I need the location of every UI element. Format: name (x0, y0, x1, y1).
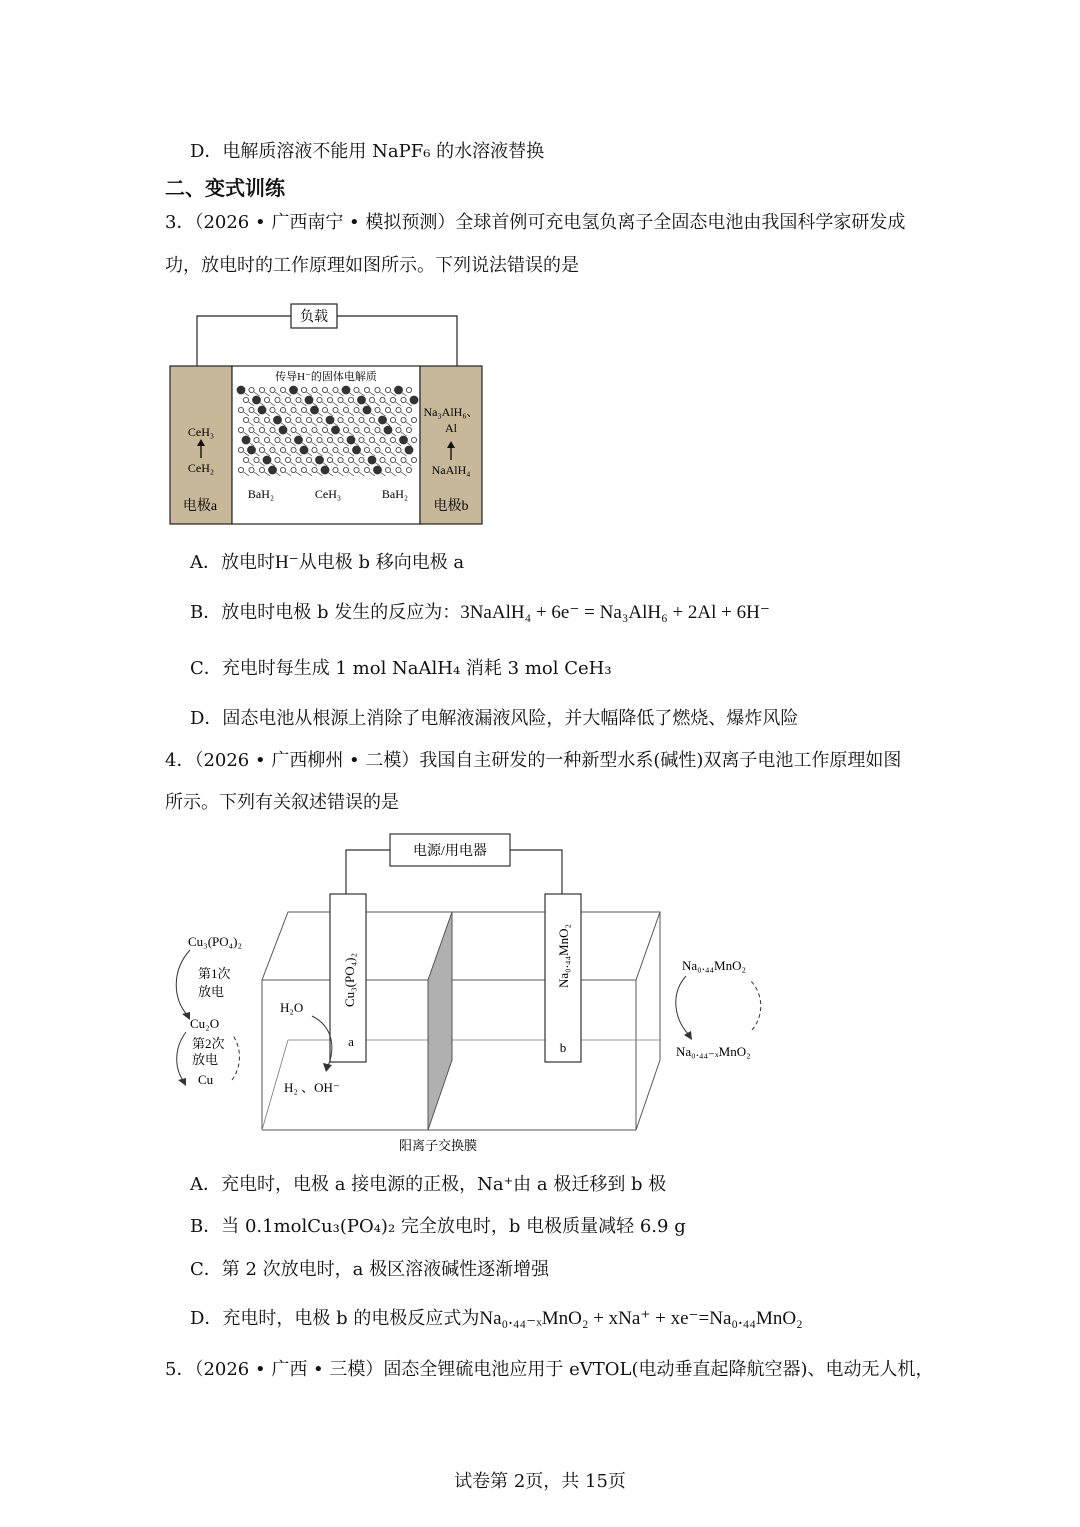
lattice-atom (254, 457, 259, 462)
lattice-atom (411, 437, 416, 442)
lattice-atom (300, 446, 308, 454)
lattice-atom (411, 457, 416, 462)
right-cycle-top: Na₀.₄₄MnO₂ (682, 958, 746, 973)
lattice-atom (275, 437, 280, 442)
lattice-atom (342, 386, 350, 394)
cycle-bottom: Cu (198, 1072, 214, 1087)
lattice-atom (275, 457, 280, 462)
lattice-atom (254, 417, 259, 422)
lattice-atom (259, 467, 264, 472)
lattice-atom (348, 417, 353, 422)
lattice-atom (263, 456, 271, 464)
lattice-atom (322, 427, 327, 432)
lattice-atom (322, 447, 327, 452)
lattice-atom (364, 467, 369, 472)
lattice-atom (317, 417, 322, 422)
lattice-atom (291, 467, 296, 472)
lattice-atom (280, 467, 285, 472)
lattice-atom (401, 397, 406, 402)
lattice-atom (238, 447, 243, 452)
lattice-atom (264, 437, 269, 442)
products-label: H₂ 、OH⁻ (284, 1080, 340, 1095)
q3-stem-line1: 3．（2026 • 广西南宁 • 模拟预测）全球首例可充电氢负离子全固态电池由我国科学家研发成 (165, 212, 906, 233)
bah2-left: BaH₂ (247, 487, 275, 501)
lattice-atom (380, 437, 385, 442)
lattice-atom (317, 437, 322, 442)
lattice-atom (311, 406, 319, 414)
lattice-atom (379, 416, 387, 424)
lattice-atom (396, 427, 401, 432)
lattice-atom (353, 446, 361, 454)
lattice-atom (306, 417, 311, 422)
lattice-atom (395, 386, 403, 394)
q2-option-d: D．电解质溶液不能用 NaPF₆ 的水溶液替换 (190, 141, 545, 162)
lattice-atom (305, 396, 313, 404)
lattice-atom (384, 426, 392, 434)
lattice-atom (238, 407, 243, 412)
lattice-atom (259, 387, 264, 392)
lattice-atom (291, 447, 296, 452)
lattice-atom (405, 446, 413, 454)
left-bottom: CeH₂ (187, 461, 215, 475)
q3-option-c: C．充电时每生成 1 mol NaAlH₄ 消耗 3 mol CeH₃ (190, 658, 612, 679)
lattice-atom (285, 397, 290, 402)
q4-option-a: A．充电时，电极 a 接电源的正极，Na⁺由 a 极迁移到 b 极 (190, 1174, 667, 1195)
load-label: 负载 (300, 310, 328, 325)
lattice-atom (338, 417, 343, 422)
lattice-atom (254, 437, 259, 442)
lattice-atom (279, 426, 287, 434)
electrode-b-material: Na₀.₄₄MnO₂ (556, 924, 571, 988)
lattice-atom (327, 457, 332, 462)
lattice-atom (237, 386, 245, 394)
lattice-atom (306, 437, 311, 442)
q4-option-c: C．第 2 次放电时，a 极区溶液碱性逐渐增强 (190, 1259, 550, 1280)
lattice-atom (291, 407, 296, 412)
lattice-atom (291, 427, 296, 432)
lattice-atom (385, 387, 390, 392)
lattice-atom (375, 387, 380, 392)
lattice-atom (249, 407, 254, 412)
q4-option-d: D．充电时，电极 b 的电极反应式为Na₀.₄₄₋ₓMnO₂ + xNa⁺ + xe⁻=Na₀.₄₄MnO₂ (190, 1308, 803, 1329)
lattice-atom (321, 466, 329, 474)
lattice-atom (264, 397, 269, 402)
lattice-atom (390, 457, 395, 462)
lattice-atom (270, 407, 275, 412)
lattice-atom (253, 396, 261, 404)
lattice-atom (348, 457, 353, 462)
lattice-atom (364, 447, 369, 452)
power-label: 电源/用电器 (413, 844, 487, 859)
lattice-atom (243, 417, 248, 422)
q5-stem-line1: 5．（2026 • 广西 • 三模）固态全锂硫电池应用于 eVTOL(电动垂直起降航空器)、电动无人机， (165, 1359, 934, 1380)
lattice-atom (249, 467, 254, 472)
q3-option-a: A．放电时H⁻从电极 b 移向电极 a (190, 552, 465, 573)
lattice-atom (333, 407, 338, 412)
membrane-label: 阳离子交换膜 (398, 1138, 478, 1153)
lattice-atom (347, 436, 355, 444)
lattice-atom (242, 436, 250, 444)
cycle-second: 第2次 (192, 1036, 225, 1051)
lattice-atom (338, 457, 343, 462)
lattice-atom (332, 426, 340, 434)
lattice-atom (390, 417, 395, 422)
lattice-atom (333, 387, 338, 392)
q3-stem-line2: 功，放电时的工作原理如图所示。下列说法错误的是 (165, 255, 579, 276)
lattice-atom (343, 427, 348, 432)
lattice-atom (333, 447, 338, 452)
lattice-atom (270, 427, 275, 432)
section-title: 二、变式训练 (165, 176, 285, 200)
ceh3-mid: CeH₃ (314, 487, 342, 501)
lattice-atom (333, 467, 338, 472)
cycle-second2: 放电 (192, 1052, 219, 1067)
h2o-label: H₂O (280, 1000, 304, 1015)
lattice-atom (270, 447, 275, 452)
electrode-a-label: 电极a (182, 499, 218, 514)
lattice-atom (411, 417, 416, 422)
lattice-atom (406, 427, 411, 432)
lattice-atom (296, 457, 301, 462)
lattice-atom (359, 457, 364, 462)
q4-stem-line1: 4．（2026 • 广西柳州 • 二模）我国自主研发的一种新型水系(碱性)双离子电池工作原理如图 (165, 750, 902, 771)
lattice-atom (364, 387, 369, 392)
electrode-a-material: Cu₃(PO₄)₂ (342, 952, 357, 1008)
lattice-atom (396, 467, 401, 472)
figure-dual-ion-battery (170, 830, 780, 1160)
lattice-atom (322, 407, 327, 412)
lattice-atom (296, 397, 301, 402)
lattice-atom (327, 437, 332, 442)
lattice-atom (375, 447, 380, 452)
electrode-b-label: 电极b (433, 499, 469, 514)
lattice-atom (322, 387, 327, 392)
lattice-atom (343, 447, 348, 452)
lattice-atom (327, 397, 332, 402)
lattice-atom (375, 427, 380, 432)
lattice-atom (269, 466, 277, 474)
lattice-atom (401, 417, 406, 422)
lattice-atom (248, 446, 256, 454)
lattice-atom (285, 417, 290, 422)
lattice-atom (385, 447, 390, 452)
lattice-atom (406, 407, 411, 412)
lattice-atom (354, 467, 359, 472)
lattice-atom (312, 387, 317, 392)
lattice-atom (312, 467, 317, 472)
lattice-atom (301, 407, 306, 412)
q4-stem-line2: 所示。下列有关叙述错误的是 (165, 792, 399, 813)
right-mid: Al (445, 421, 457, 435)
cycle-first2: 放电 (198, 984, 225, 999)
lattice-atom (364, 427, 369, 432)
lattice-atom (358, 396, 366, 404)
page-footer: 试卷第 2页，共 15页 (454, 1471, 626, 1492)
lattice-atom (326, 416, 334, 424)
lattice-atom (369, 437, 374, 442)
lattice-atom (374, 466, 382, 474)
q3-option-b: B．放电时电极 b 发生的反应为：3NaAlH₄ + 6e⁻ = Na₃AlH₆ + 2Al + 6H⁻ (190, 602, 770, 623)
lattice-atom (390, 437, 395, 442)
lattice-atom (385, 467, 390, 472)
cycle-top: Cu₃(PO₄)₂ (188, 934, 243, 949)
lattice-atom (259, 427, 264, 432)
q4-option-b: B．当 0.1molCu₃(PO₄)₂ 完全放电时，b 电极质量减轻 6.9 g (190, 1216, 686, 1237)
lattice-atom (380, 457, 385, 462)
lattice-atom (343, 467, 348, 472)
lattice-atom (406, 467, 411, 472)
lattice-atom (317, 397, 322, 402)
right-top: Na₃AlH₆、 (423, 405, 479, 419)
lattice-atom (264, 417, 269, 422)
lattice-atom (354, 427, 359, 432)
lattice-atom (369, 397, 374, 402)
lattice-atom (343, 407, 348, 412)
electrode-a-letter: a (348, 1034, 354, 1049)
lattice-atom (285, 437, 290, 442)
lattice-atom (280, 447, 285, 452)
electrode-b-letter: b (559, 1040, 567, 1055)
lattice-atom (301, 467, 306, 472)
lattice-atom (295, 436, 303, 444)
left-top: CeH₃ (187, 425, 215, 439)
lattice-atom (238, 467, 243, 472)
lattice-atom (369, 417, 374, 422)
lattice-atom (280, 407, 285, 412)
lattice-atom (249, 387, 254, 392)
lattice-atom (290, 386, 298, 394)
lattice-atom (316, 456, 324, 464)
q3-option-d: D．固态电池从根源上消除了电解液漏液风险，并大幅降低了燃烧、爆炸风险 (190, 708, 799, 729)
lattice-atom (406, 387, 411, 392)
lattice-atom (306, 457, 311, 462)
cycle-first: 第1次 (198, 966, 231, 981)
lattice-atom (285, 457, 290, 462)
bah2-right: BaH₂ (381, 487, 409, 501)
figure-hydride-battery (165, 300, 490, 530)
lattice-atom (301, 387, 306, 392)
lattice-atom (368, 456, 376, 464)
lattice-atom (296, 417, 301, 422)
lattice-atom (410, 396, 418, 404)
lattice-atom (270, 387, 275, 392)
lattice-atom (363, 406, 371, 414)
lattice-atom (312, 427, 317, 432)
right-cycle-bottom: Na₀.₄₄₋ₓMnO₂ (676, 1044, 751, 1059)
lattice-atom (396, 407, 401, 412)
lattice-atom (396, 447, 401, 452)
right-bottom: NaAlH₄ (431, 463, 471, 477)
lattice-atom (338, 397, 343, 402)
lattice-atom (400, 436, 408, 444)
lattice-atom (259, 447, 264, 452)
lattice-atom (401, 457, 406, 462)
lattice-atom (312, 447, 317, 452)
lattice-atom (354, 407, 359, 412)
lattice-atom (280, 387, 285, 392)
lattice-atom (359, 417, 364, 422)
lattice-atom (243, 397, 248, 402)
cycle-mid: Cu₂O (190, 1016, 220, 1031)
lattice-atom (249, 427, 254, 432)
lattice-atom (354, 387, 359, 392)
lattice-atom (375, 407, 380, 412)
lattice-atom (238, 427, 243, 432)
lattice-atom (385, 407, 390, 412)
lattice-atom (258, 406, 266, 414)
lattice-atom (338, 437, 343, 442)
lattice-atom (380, 397, 385, 402)
lattice-atom (359, 437, 364, 442)
lattice-atom (274, 416, 282, 424)
electrolyte-label: 传导H⁻的固体电解质 (275, 371, 377, 383)
lattice-atom (348, 397, 353, 402)
lattice-atom (275, 397, 280, 402)
lattice-atom (301, 427, 306, 432)
lattice-atom (243, 457, 248, 462)
lattice-atom (390, 397, 395, 402)
